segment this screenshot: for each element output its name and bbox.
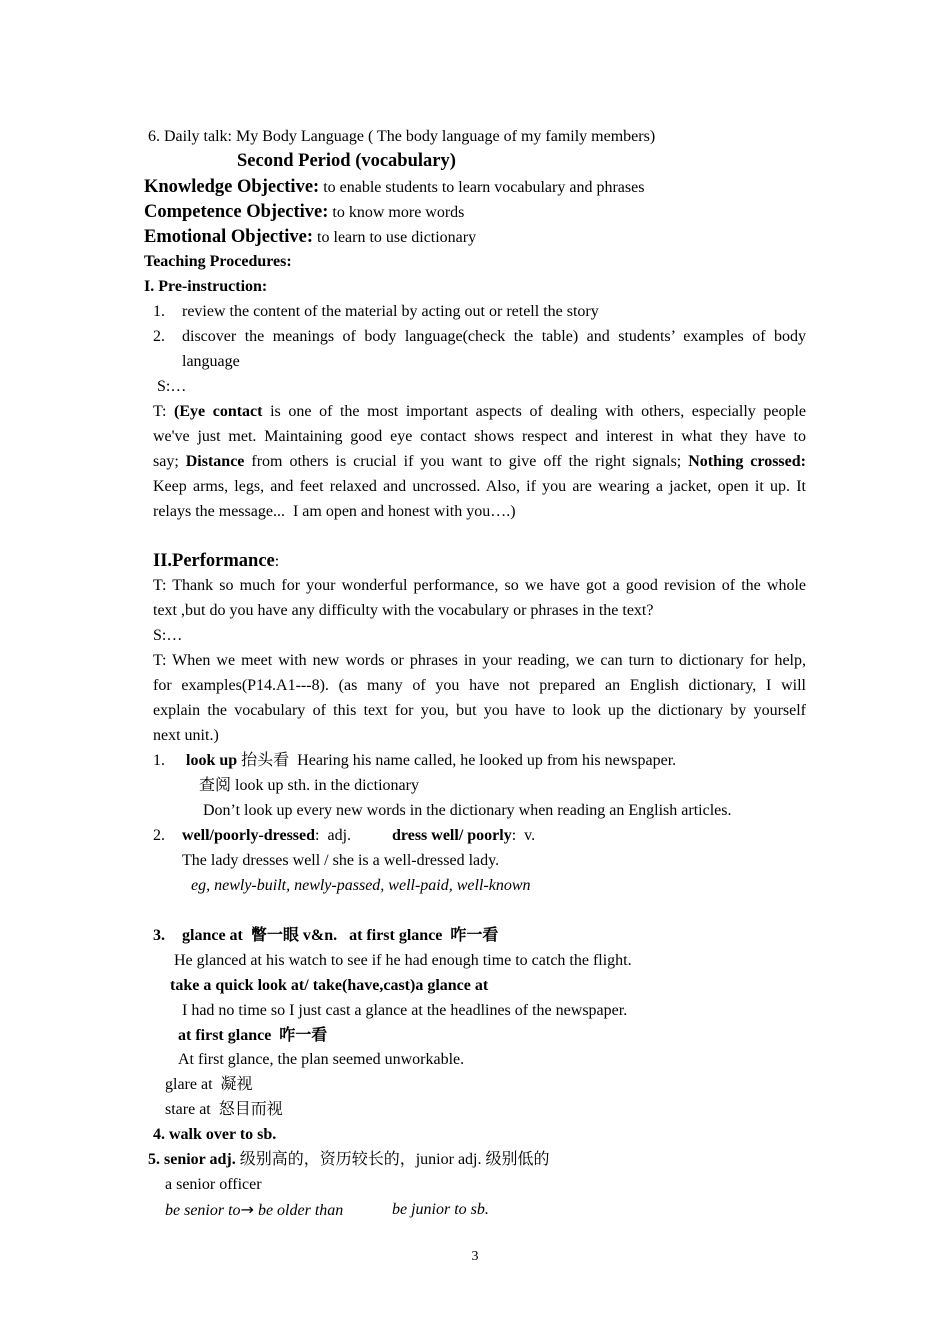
vocab-2-word2: dress well/ poorly [392,827,512,844]
vocab-1-line [186,751,676,771]
page-number: 3 [471,1249,479,1264]
vocab-3-glare: glare at 凝视 [165,1076,253,1093]
eye-contact-term: (Eye contact [174,403,263,420]
vocab-2-example: The lady dresses well / she is a well-dressed lady. [182,852,500,869]
performance-t1-line2: text ,but do you have any difficulty with the vocabulary or phrases in the text? [153,602,654,619]
daily-talk-line: 6. Daily talk: My Body Language ( The body language of my family members) [148,128,656,145]
vocab-5-definition: 级别高的，资历较长的，junior adj. 级别低的 [235,1151,550,1168]
performance-t1-line1: T: Thank so much for your wonderful performance, so we have got a good revision of the whole [153,577,806,594]
vocab-2-eg: eg, newly-built, newly-passed, well-paid, well-known [191,877,531,894]
vocab-5-usage [165,1200,343,1221]
vocab-1-word: look up [186,752,238,769]
teacher-line3-a: say; [153,453,186,470]
period-title: Second Period (vocabulary) [237,151,456,171]
nothing-crossed-term: Nothing crossed: [688,453,806,470]
vocab-1-example2: Don’t look up every new words in the dictionary when reading an English articles. [203,802,732,819]
arrow-icon: → [240,1200,254,1219]
vocab-3-example3: At first glance, the plan seemed unworkable. [178,1051,465,1068]
distance-term: Distance [185,453,245,470]
vocab-2-line-b [392,826,535,846]
vocab-1-example: Hearing his name called, he looked up from his newspaper. [297,752,677,769]
teacher-prefix: T: [153,403,175,420]
vocab-2-number: 2. [153,827,165,844]
performance-heading-text: II.Performance [153,551,275,571]
vocab-1-chinese: 抬头看 [237,752,298,769]
vocab-3-example: He glanced at his watch to see if he had enough time to catch the flight. [174,952,632,969]
vocab-3-head: glance at 瞥一眼 v&n. at first glance 咋一看 [182,927,499,944]
competence-objective-label: Competence Objective: [144,202,329,222]
teacher-paragraph-line5: relays the message... I am open and honest with you….) [153,503,516,520]
pre-item-2-line2: language [182,353,240,370]
vocab-1-number: 1. [153,752,165,769]
knowledge-objective-text: to enable students to learn vocabulary and phrases [319,179,645,196]
emotional-objective-text: to learn to use dictionary [313,229,477,246]
vocab-5-example: a senior officer [165,1176,262,1193]
teaching-procedures-heading: Teaching Procedures: [144,253,292,270]
pre-item-2-line1: discover the meanings of body language(check the table) and students’ examples of body [182,328,806,345]
vocab-3-number: 3. [153,927,165,944]
performance-t2-line3: explain the vocabulary of this text for you, but you have to look up the dictionary by yourself [153,702,806,719]
vocab-5-number: 5 [148,1151,156,1168]
pre-item-1-number: 1. [153,303,165,320]
vocab-3-phrase2: at first glance 咋一看 [178,1027,328,1044]
vocab-2-pos: : adj. [315,827,352,844]
teacher-paragraph-line2: we've just met. Maintaining good eye contact shows respect and interest in what they have to [153,428,806,445]
knowledge-objective [144,177,644,198]
performance-t2-line1: T: When we meet with new words or phrases in your reading, we can turn to dictionary for help, [153,652,806,669]
vocab-4: 4. walk over to sb. [153,1126,277,1143]
emotional-objective-label: Emotional Objective: [144,227,314,247]
vocab-5-line [148,1150,550,1170]
vocab-3-example2: I had no time so I just cast a glance at the headlines of the newspaper. [182,1002,628,1019]
pre-item-1: review the content of the material by acting out or retell the story [182,303,599,320]
teacher-paragraph-line4: Keep arms, legs, and feet relaxed and uncrossed. Also, if you are wearing a jacket, open it up. It [153,478,806,495]
vocab-2-word: well/poorly-dressed [182,827,316,844]
knowledge-objective-label: Knowledge Objective: [144,177,320,197]
vocab-5-be-senior: be senior to [165,1202,241,1219]
vocab-2-pos2: : v. [511,827,536,844]
vocab-5-junior: be junior to sb. [392,1201,489,1218]
teacher-line3-b: from others is crucial if you want to give off the right signals; [244,453,689,470]
vocab-3-phrase: take a quick look at/ take(have,cast)a glance at [170,977,489,994]
vocab-5-word: . senior adj. [156,1151,236,1168]
teacher-line1-rest: is one of the most important aspects of dealing with others, especially people [262,403,807,420]
performance-heading-colon: : [274,553,280,570]
vocab-3-stare: stare at 怒目而视 [165,1101,283,1118]
vocab-2-line [182,826,351,846]
performance-heading [153,551,279,572]
student-response-1: S:… [157,378,187,395]
vocab-5-older: be older than [253,1202,344,1219]
emotional-objective [144,227,476,248]
pre-instruction-heading: I. Pre-instruction: [144,278,268,295]
pre-item-2-number: 2. [153,328,165,345]
performance-t2-line4: next unit.) [153,727,219,744]
teacher-paragraph-line1 [153,402,806,422]
competence-objective-text: to know more words [328,204,465,221]
student-response-2: S:… [153,627,183,644]
performance-t2-line2: for examples(P14.A1---8). (as many of you have not prepared an English dictionary, I will [153,677,806,694]
teacher-paragraph-line3 [153,452,806,472]
vocab-1-sense2: 查阅 look up sth. in the dictionary [199,777,419,794]
competence-objective [144,202,464,223]
